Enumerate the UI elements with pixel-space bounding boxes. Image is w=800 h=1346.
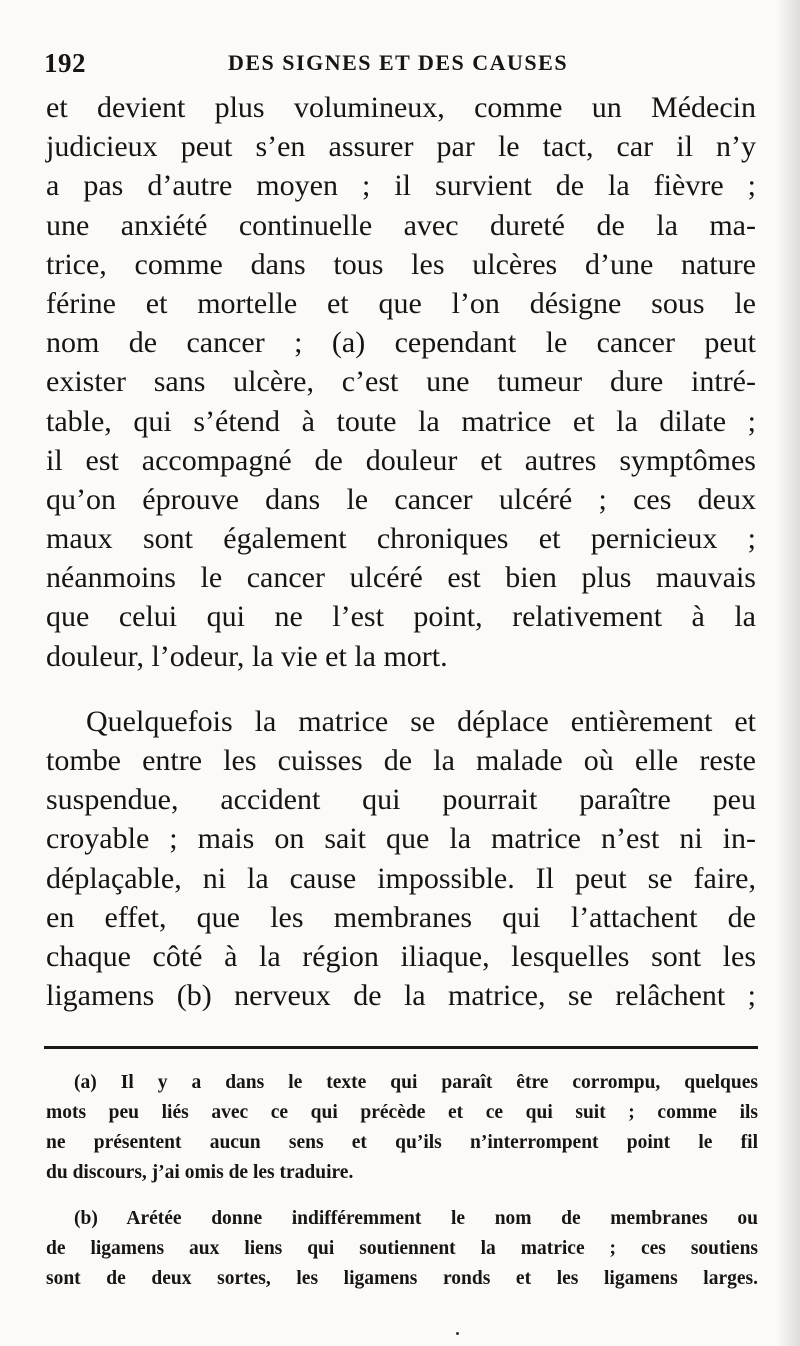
- footnote-a: [46, 1068, 758, 1188]
- text-line: ligamens (b) nerveux de la matrice, se relâchent ;: [46, 979, 756, 1013]
- text-line: judicieux peut s’en assurer par le tact, car il n’y: [46, 130, 756, 164]
- footnote-line: sont de deux sortes, les ligamens ronds et les ligamens larges.: [46, 1268, 758, 1289]
- text-line: exister sans ulcère, c’est une tumeur dure intré-: [46, 365, 756, 399]
- footnote-line: mots peu liés avec ce qui précède et ce qui suit ; comme ils: [46, 1102, 758, 1123]
- footnote-line: de ligamens aux liens qui soutiennent la matrice ; ces soutiens: [46, 1238, 758, 1259]
- footnote-b: [46, 1204, 758, 1294]
- text-line: table, qui s’étend à toute la matrice et la dilate ;: [46, 404, 756, 438]
- text-line: chaque côté à la région iliaque, lesquelles sont les: [46, 939, 756, 973]
- paragraph-2: [46, 702, 756, 1016]
- text-line: trice, comme dans tous les ulcères d’une nature: [46, 247, 756, 281]
- footnote-line: (a) Il y a dans le texte qui paraît être corrompu, quelques: [74, 1072, 758, 1093]
- text-line: néanmoins le cancer ulcéré est bien plus mauvais: [46, 561, 756, 595]
- paragraph-1: [46, 88, 756, 676]
- text-line: a pas d’autre moyen ; il survient de la fièvre ;: [46, 169, 756, 203]
- text-line: croyable ; mais on sait que la matrice n’est ni in-: [46, 822, 756, 856]
- text-line: qu’on éprouve dans le cancer ulcéré ; ces deux: [46, 482, 756, 516]
- running-head: DES SIGNES ET DES CAUSES: [228, 50, 569, 75]
- footnote-rule: [44, 1046, 758, 1049]
- text-line: tombe entre les cuisses de la malade où elle reste: [46, 744, 756, 777]
- ink-speck: [456, 1332, 459, 1335]
- text-line: il est accompagné de douleur et autres symptômes: [46, 443, 756, 477]
- text-line: maux sont également chroniques et pernicieux ;: [46, 522, 756, 556]
- page-edge-shadow: [776, 0, 800, 1346]
- text-line: férine et mortelle et que l’on désigne sous le: [46, 286, 756, 320]
- text-line: Quelquefois la matrice se déplace entièrement et: [86, 704, 756, 738]
- text-line: douleur, l’odeur, la vie et la mort.: [46, 639, 448, 673]
- footnote-line: ne présentent aucun sens et qu’ils n’interrompent point le fil: [46, 1132, 758, 1153]
- footnote-line: (b) Arétée donne indifféremment le nom de membranes ou: [74, 1208, 758, 1229]
- text-line: suspendue, accident qui pourrait paraître peu: [46, 783, 756, 817]
- footnotes: [46, 1068, 758, 1294]
- text-line: que celui qui ne l’est point, relativement à la: [46, 600, 756, 634]
- page-header: [44, 48, 754, 88]
- text-line: en effet, que les membranes qui l’attachent de: [46, 900, 756, 934]
- text-line: déplaçable, ni la cause impossible. Il peut se faire,: [46, 861, 756, 895]
- page-number: 192: [44, 48, 86, 78]
- text-line: nom de cancer ; (a) cependant le cancer peut: [46, 326, 756, 360]
- text-line: une anxiété continuelle avec dureté de la ma-: [46, 208, 756, 242]
- main-text: [46, 88, 756, 1015]
- text-line: et devient plus volumineux, comme un Médecin: [46, 91, 756, 124]
- footnote-line: du discours, j’ai omis de les traduire.: [46, 1162, 354, 1183]
